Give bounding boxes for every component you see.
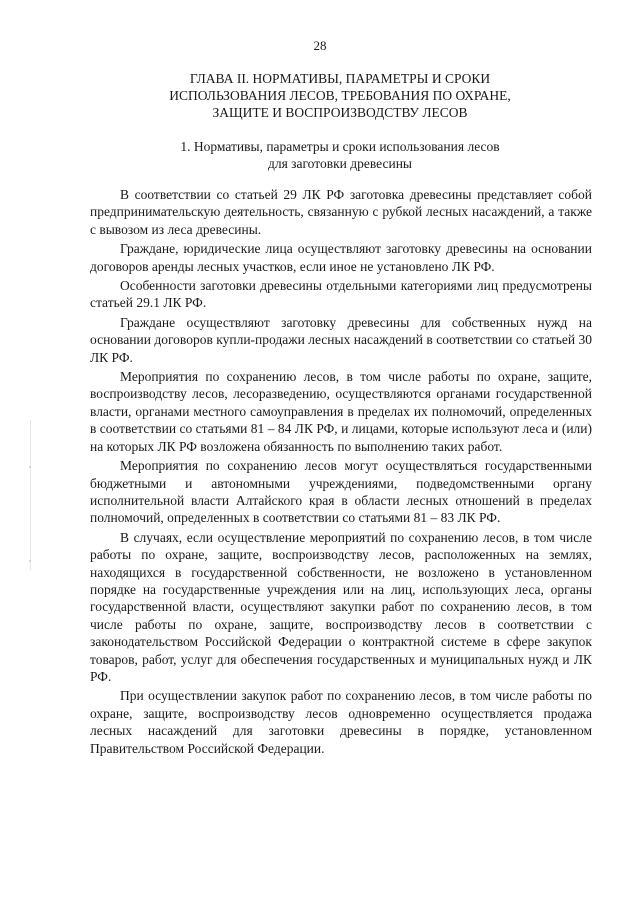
- section-title: [140, 138, 540, 172]
- scan-speck: [29, 560, 31, 562]
- paragraph-1: В соответствии со статьей 29 ЛК РФ заготовка древесины представляет собой предпринимательскую деятельность, связанную с рубкой лесных насаждений, а также с вывозом из леса древесины.: [90, 187, 592, 237]
- section-title-line-2: для заготовки древесины: [267, 156, 413, 171]
- paragraph-6: Мероприятия по сохранению лесов могут осуществляться государственными бюджетными и автономными учреждениями, подведомственными органу исполнительной власти Алтайского края в области лесных отношений в пределах полномочий, определенных в соответствии со статьями 81 – 83 ЛК РФ.: [90, 458, 592, 526]
- chapter-title-line-2: ИСПОЛЬЗОВАНИЯ ЛЕСОВ, ТРЕБОВАНИЯ ПО ОХРАНЕ,: [169, 88, 511, 103]
- paragraph-5: Мероприятия по сохранению лесов, в том числе работы по охране, защите, воспроизводству лесов, лесоразведению, осуществляются органами государственной власти, органами местного самоуправления в пределах их полномочий, определенных в соответствии со статьями 81 – 84 ЛК РФ, и лицами, которые используют леса и (или) на которых ЛК РФ возложена обязанность по выполнению таких работ.: [90, 369, 592, 454]
- chapter-title-line-1: ГЛАВА II. НОРМАТИВЫ, ПАРАМЕТРЫ И СРОКИ: [189, 71, 491, 86]
- paragraph-4: Граждане осуществляют заготовку древесины для собственных нужд на основании договоров купли-продажи лесных насаждений в соответствии со статьей 30 ЛК РФ.: [90, 314, 592, 365]
- scan-margin-artifact: [30, 420, 31, 570]
- body-text: [90, 186, 592, 759]
- chapter-title-line-3: ЗАЩИТЕ И ВОСПРОИЗВОДСТВУ ЛЕСОВ: [212, 105, 468, 120]
- scan-speck: [29, 466, 31, 468]
- paragraph-3: Особенности заготовки древесины отдельными категориями лиц предусмотрены статьей 29.1 ЛК РФ.: [90, 278, 592, 311]
- paragraph-2: Граждане, юридические лица осуществляют заготовку древесины на основании договоров аренды лесных участков, если иное не установлено ЛК РФ.: [90, 241, 592, 274]
- page-number: 28: [313, 38, 327, 53]
- paragraph-8: При осуществлении закупок работ по сохранению лесов, в том числе работы по охране, защите, воспроизводству лесов одновременно осуществляется продажа лесных насаждений для заготовки древесины в порядке, установленном Правительством Российской Федерации.: [90, 688, 592, 756]
- paragraph-7: В случаях, если осуществление мероприятий по сохранению лесов, в том числе работы по охране, защите, воспроизводству лесов, расположенных на землях, находящихся в государственной собственности, не возложено в установленном порядке на государственные учреждения или на лиц, использующих леса, органы государственной власти, осуществляют закупки работ по сохранению лесов, в том числе работы по охране, защите, воспроизводству лесов в соответствии с законодательством Российской Федерации о контрактной системе в сфере закупок товаров, работ, услуг для обеспечения государственных и муниципальных нужд и ЛК РФ.: [90, 529, 592, 684]
- section-title-line-1: 1. Нормативы, параметры и сроки использования лесов: [180, 139, 500, 154]
- chapter-title: [90, 70, 590, 121]
